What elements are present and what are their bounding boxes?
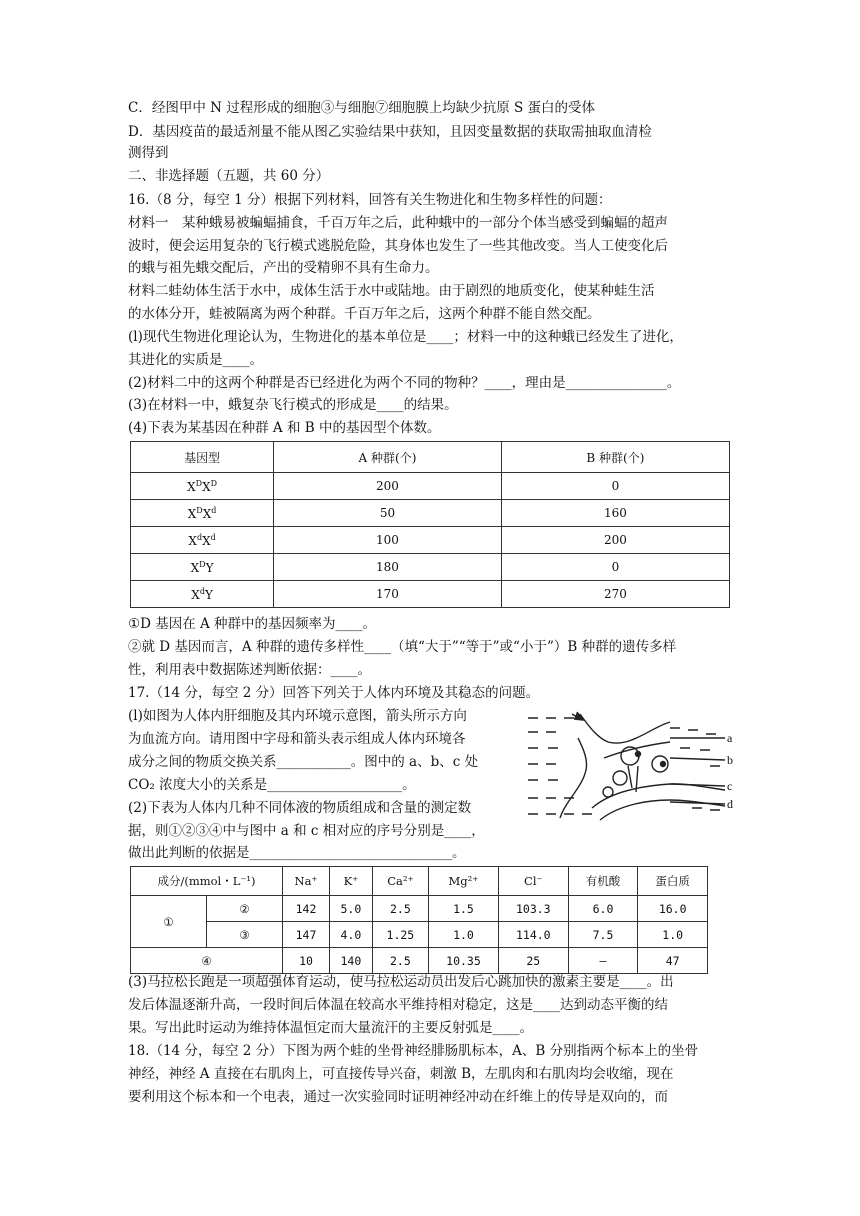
- row-label-cell: ②: [207, 896, 283, 922]
- header-population-b: B 种群(个): [501, 442, 729, 473]
- table-header-row: [131, 867, 708, 896]
- text-line: 神经，神经 A 直接在右肌肉上，可直接传导兴奋，刺激 B，左肌肉和右肌肉均会收缩，现在: [128, 1066, 674, 1082]
- label-b: b: [727, 753, 733, 767]
- value-cell: 47: [638, 948, 708, 974]
- capillary-wall-top: [580, 714, 670, 743]
- text-line: ①D 基因在 A 种群中的基因频率为____。: [128, 616, 377, 632]
- value-cell: 7.5: [568, 922, 638, 948]
- text-line: ②就 D 基因而言，A 种群的遗传多样性____（填“大于”“等于”或“小于”）B 种群的遗传多样: [128, 639, 677, 655]
- capillary-wall-left: [560, 738, 587, 818]
- text-line: 波时，便会运用复杂的飞行模式逃脱危险，其身体也发生了一些其他改变。当人工使变化后: [128, 238, 668, 254]
- text-line: 其进化的实质是____。: [128, 352, 263, 368]
- table-row: [131, 554, 730, 581]
- tissue-fluid-dashes: [528, 718, 720, 814]
- text-line: 的水体分开，蛙被隔离为两个种群。千百万年之后，这两个种群不能自然交配。: [128, 306, 601, 322]
- text-line: (l)如图为人体内肝细胞及其内环境示意图，箭头所示方向: [128, 708, 467, 724]
- value-cell: 10: [283, 948, 330, 974]
- text-line: 成分之间的物质交换关系___________。图中的 a、b、c 处: [128, 754, 479, 770]
- row-label-cell: ④: [131, 948, 283, 974]
- value-cell: 2.5: [372, 948, 428, 974]
- text-line: 17.（14 分，每空 2 分）回答下列关于人体内环境及其稳态的问题。: [128, 685, 540, 701]
- value-cell: 1.25: [372, 922, 428, 948]
- genotype-cell: $X^dY$: [131, 581, 274, 608]
- text-line: 18.（14 分，每空 2 分）下图为两个蛙的坐骨神经腓肠肌标本，A、B 分别指两个标本上的坐骨: [128, 1043, 699, 1059]
- header-genotype: 基因型: [131, 442, 274, 473]
- genotype-cell: $X^DY$: [131, 554, 274, 581]
- text-line: (2)材料二中的这两个种群是否已经进化为两个不同的物种？____，理由是_______________。: [128, 375, 681, 391]
- text-line: D．基因疫苗的最适剂量不能从图乙实验结果中获知，且因变量数据的获取需抽取血清检: [128, 124, 652, 140]
- count-b-cell: 0: [501, 473, 729, 500]
- label-leader-lines: [670, 738, 725, 804]
- table-row: [131, 473, 730, 500]
- value-cell: 1.0: [638, 922, 708, 948]
- text-line: 材料一 某种蛾易被蝙蝠捕食，千百万年之后，此种蛾中的一部分个体当感受到蝙蝠的超声: [128, 215, 668, 231]
- value-cell: 10.35: [429, 948, 499, 974]
- text-line: 16.（8 分，每空 1 分）根据下列材料，回答有关生物进化和生物多样性的问题：: [128, 192, 612, 208]
- table-header-row: [131, 442, 730, 473]
- text-line: 材料二蛙幼体生活于水中，成体生活于水中或陆地。由于剧烈的地质变化，使某种蛙生活: [128, 283, 655, 299]
- header-protein: 蛋白质: [638, 867, 708, 896]
- table-row: [131, 896, 708, 922]
- value-cell: 142: [283, 896, 330, 922]
- table-row: [131, 500, 730, 527]
- label-c: c: [727, 779, 733, 793]
- genotype-cell: $X^DX^D$: [131, 473, 274, 500]
- count-a-cell: 180: [274, 554, 502, 581]
- header-organic-acid: 有机酸: [568, 867, 638, 896]
- table-row: [131, 922, 708, 948]
- header-component-unit: 成分/(mmol・L⁻¹): [131, 867, 283, 896]
- text-line: 要利用这个标本和一个电表，通过一次实验同时证明神经冲动在纤维上的传导是双向的，而: [128, 1089, 668, 1105]
- row-label-cell: ③: [207, 922, 283, 948]
- body-fluid-composition-table: [130, 866, 708, 974]
- text-line: 做出此判断的依据是______________________________。: [128, 845, 466, 861]
- value-cell: 1.5: [429, 896, 499, 922]
- liver-cell: [613, 771, 627, 785]
- value-cell: 103.3: [498, 896, 568, 922]
- label-a: a: [727, 731, 733, 745]
- count-a-cell: 200: [274, 473, 502, 500]
- table-row: [131, 527, 730, 554]
- text-line: 果。写出此时运动为维持体温恒定而大量流汗的主要反射弧是____。: [128, 1020, 533, 1036]
- text-line: 测得到: [128, 145, 169, 161]
- label-d: d: [727, 797, 733, 811]
- text-line: 发后体温逐渐升高，一段时间后体温在较高水平维持相对稳定，这是____达到动态平衡的结: [128, 997, 668, 1013]
- value-cell: 2.5: [372, 896, 428, 922]
- table-row: [131, 581, 730, 608]
- value-cell: 25: [498, 948, 568, 974]
- header-ca: Ca²⁺: [372, 867, 428, 896]
- value-cell: —: [568, 948, 638, 974]
- header-cl: Cl⁻: [498, 867, 568, 896]
- text-line: (l)现代生物进化理论认为，生物进化的基本单位是____；材料一中的这种蛾已经发生了进化，: [128, 329, 683, 345]
- text-line: C．经图甲中 N 过程形成的细胞③与细胞⑦细胞膜上均缺少抗原 S 蛋白的受体: [128, 100, 596, 116]
- count-a-cell: 170: [274, 581, 502, 608]
- text-line: (4)下表为某基因在种群 A 和 B 中的基因型个体数。: [128, 420, 441, 436]
- count-b-cell: 270: [501, 581, 729, 608]
- text-line: (3)马拉松长跑是一项超强体育运动，使马拉松运动员出发后心跳加快的激素主要是____。出: [128, 974, 674, 990]
- count-a-cell: 100: [274, 527, 502, 554]
- count-b-cell: 200: [501, 527, 729, 554]
- text-line: 据，则①②③④中与图中 a 和 c 相对应的序号分别是____，: [128, 823, 485, 839]
- liver-cell-environment-diagram: [520, 708, 735, 828]
- genotype-cell: $X^DX^d$: [131, 500, 274, 527]
- text-line: (3)在材料一中，蛾复杂飞行模式的形成是____的结果。: [128, 397, 458, 413]
- text-line: 的蛾与祖先蛾交配后，产出的受精卵不具有生命力。: [128, 260, 439, 276]
- value-cell: 5.0: [330, 896, 373, 922]
- count-a-cell: 50: [274, 500, 502, 527]
- count-b-cell: 0: [501, 554, 729, 581]
- value-cell: 4.0: [330, 922, 373, 948]
- count-b-cell: 160: [501, 500, 729, 527]
- value-cell: 1.0: [429, 922, 499, 948]
- value-cell: 16.0: [638, 896, 708, 922]
- text-line: CO₂ 浓度大小的关系是____________________。: [128, 777, 416, 793]
- text-line: (2)下表为人体内几种不同体液的物质组成和含量的测定数: [128, 800, 472, 816]
- header-na: Na⁺: [283, 867, 330, 896]
- value-cell: 114.0: [498, 922, 568, 948]
- table-row: [131, 948, 708, 974]
- group-label-cell: ①: [131, 896, 207, 948]
- header-mg: Mg²⁺: [429, 867, 499, 896]
- value-cell: 6.0: [568, 896, 638, 922]
- genotype-cell: $X^dX^d$: [131, 527, 274, 554]
- value-cell: 140: [330, 948, 373, 974]
- text-line: 二、非选择题（五题，共 60 分）: [128, 168, 330, 184]
- value-cell: 147: [283, 922, 330, 948]
- text-line: 性，利用表中数据陈述判断依据：____。: [128, 662, 371, 678]
- header-population-a: A 种群(个): [274, 442, 502, 473]
- text-line: 为血流方向。请用图中字母和箭头表示组成人体内环境各: [128, 731, 466, 747]
- header-k: K⁺: [330, 867, 373, 896]
- genotype-table: [130, 441, 730, 608]
- blood-cell: [603, 787, 613, 797]
